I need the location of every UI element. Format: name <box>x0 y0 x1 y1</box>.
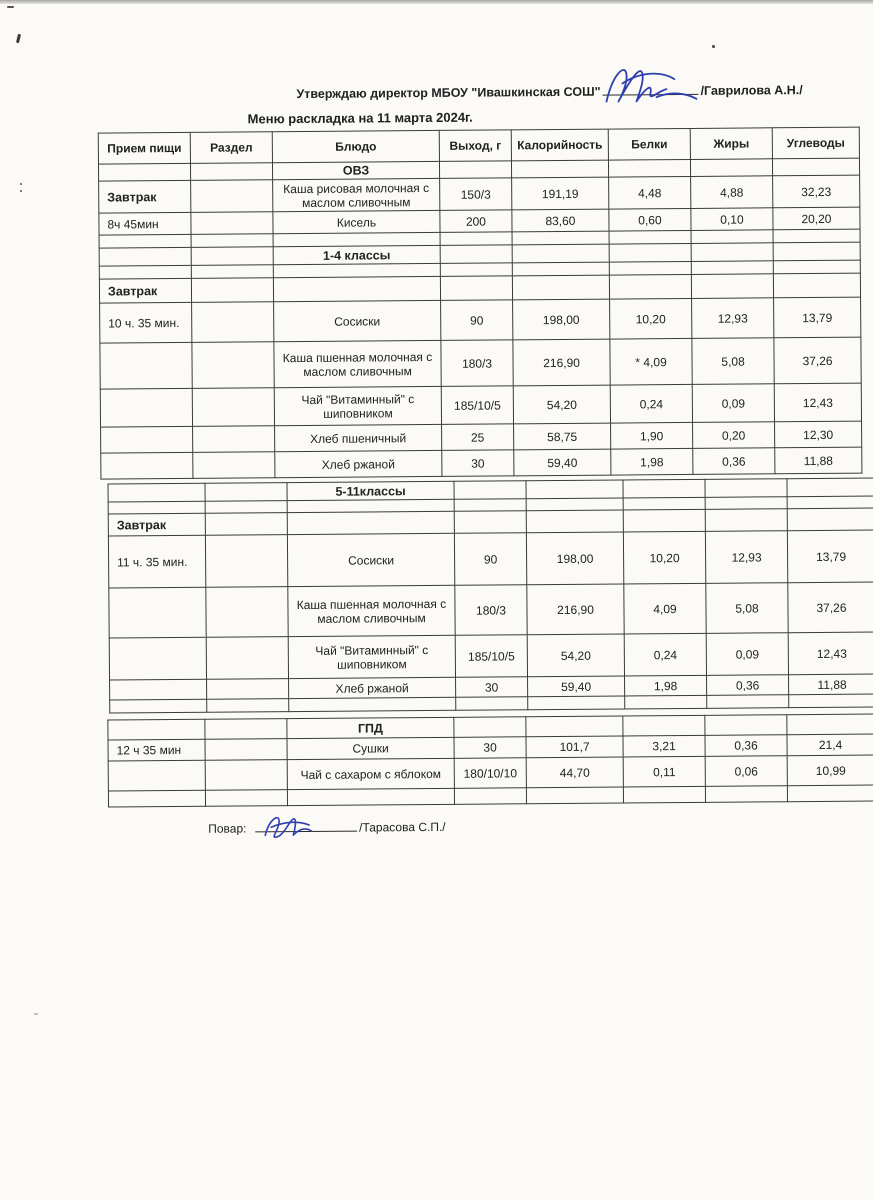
empty-cell <box>609 230 691 244</box>
table-cell: 90 <box>441 300 513 341</box>
empty-cell <box>773 273 860 298</box>
table-cell: 200 <box>440 210 512 233</box>
director-signature-icon <box>596 57 704 110</box>
table-cell: 0,10 <box>691 208 773 231</box>
empty-cell <box>101 426 193 453</box>
empty-cell <box>99 234 191 248</box>
table-cell: 12 ч 35 мин <box>108 739 205 761</box>
empty-cell <box>526 498 623 511</box>
empty-cell <box>110 699 207 713</box>
table-row <box>109 582 873 638</box>
table-cell: 59,40 <box>514 449 611 476</box>
table-cell: Завтрак <box>99 180 191 213</box>
empty-cell <box>191 180 273 213</box>
menu-table-5-11 <box>107 478 873 714</box>
empty-cell <box>787 508 873 531</box>
empty-cell <box>691 261 773 275</box>
table-cell: 54,20 <box>513 385 610 424</box>
table-cell: Сосиски <box>287 533 454 586</box>
empty-cell <box>205 719 287 740</box>
table-cell: 30 <box>454 737 526 759</box>
empty-cell <box>512 275 609 300</box>
table-cell: 0,60 <box>609 208 691 231</box>
empty-cell <box>512 262 609 276</box>
empty-cell <box>108 760 205 791</box>
table-cell: 10 ч. 35 мин. <box>100 302 192 343</box>
table-cell: Хлеб ржаной <box>289 677 456 698</box>
empty-cell <box>190 163 272 181</box>
empty-cell <box>773 229 860 243</box>
table-cell: 3,21 <box>623 735 705 757</box>
table-cell: Чай "Витаминный" с шиповником <box>288 635 455 678</box>
table-cell: Сушки <box>287 737 454 759</box>
table-cell: Каша рисовая молочная с маслом сливочным <box>273 178 440 211</box>
column-header: Белки <box>608 128 690 160</box>
table-cell: 198,00 <box>526 532 623 585</box>
table-cell: 1,98 <box>611 448 693 475</box>
table-cell: Сосиски <box>274 300 441 341</box>
table-cell: 1,98 <box>625 675 707 696</box>
table-cell: 59,40 <box>528 676 625 697</box>
table-cell: 37,26 <box>788 582 873 633</box>
table-cell: 11 ч. 35 мин. <box>108 535 205 588</box>
table-cell: 216,90 <box>513 339 610 386</box>
empty-cell <box>511 160 608 178</box>
table-cell: 198,00 <box>513 299 610 340</box>
empty-cell <box>705 786 787 803</box>
table-cell: Чай с сахаром с яблоком <box>287 758 454 789</box>
empty-cell <box>109 637 206 680</box>
empty-cell <box>454 788 526 805</box>
table-cell: 25 <box>442 424 514 451</box>
empty-cell <box>705 479 787 498</box>
empty-cell <box>609 274 691 299</box>
empty-cell <box>705 509 787 532</box>
table-cell: 11,88 <box>789 674 873 695</box>
empty-cell <box>609 261 691 275</box>
empty-cell <box>193 452 275 479</box>
column-header: Жиры <box>690 128 772 160</box>
cook-label: Повар: <box>208 821 247 836</box>
empty-cell <box>454 511 526 534</box>
empty-cell <box>526 510 623 533</box>
empty-cell <box>526 480 623 499</box>
empty-cell <box>289 697 456 711</box>
table-cell: 180/3 <box>455 585 527 636</box>
table-cell: 5-11классы <box>287 481 454 500</box>
empty-cell <box>623 786 705 803</box>
empty-cell <box>608 159 690 177</box>
empty-cell <box>205 501 287 514</box>
table-cell: 0,09 <box>692 384 774 423</box>
empty-cell <box>787 714 873 735</box>
table-cell: ГПД <box>287 717 454 738</box>
table-row <box>100 297 861 343</box>
approval-line <box>296 83 836 101</box>
empty-cell <box>691 230 773 244</box>
table-cell: Хлеб пшеничный <box>275 424 442 451</box>
empty-cell <box>108 790 205 807</box>
empty-cell <box>454 499 526 512</box>
empty-cell <box>205 513 287 536</box>
table-cell: 58,75 <box>514 423 611 450</box>
table-cell: 10,20 <box>623 531 705 584</box>
empty-cell <box>787 496 873 509</box>
empty-cell <box>207 679 289 700</box>
empty-cell <box>623 509 705 532</box>
table-cell: Завтрак <box>108 513 205 536</box>
table-cell: 180/3 <box>441 340 513 387</box>
table-cell: Чай "Витаминный" с шиповником <box>274 386 441 425</box>
cook-signature-icon <box>251 805 337 846</box>
empty-cell <box>287 511 454 534</box>
empty-cell <box>623 497 705 510</box>
table-cell: 0,36 <box>707 675 789 696</box>
empty-cell <box>205 739 287 761</box>
empty-cell <box>528 696 625 710</box>
column-header: Раздел <box>190 132 272 164</box>
table-cell: 90 <box>454 533 526 586</box>
empty-cell <box>99 265 191 279</box>
table-cell: 20,20 <box>773 207 860 230</box>
table-cell: 11,88 <box>775 447 862 474</box>
empty-cell <box>99 247 191 266</box>
empty-cell <box>192 388 274 427</box>
empty-cell <box>773 260 860 274</box>
empty-cell <box>454 717 526 738</box>
table-cell: 30 <box>442 450 514 477</box>
table-cell: 12,93 <box>705 531 787 584</box>
empty-cell <box>273 232 440 246</box>
table-cell: 12,43 <box>788 632 873 675</box>
table-cell: 13,79 <box>787 530 873 583</box>
table-cell: 0,36 <box>693 448 775 475</box>
empty-cell <box>205 483 287 502</box>
empty-cell <box>206 637 288 680</box>
empty-cell <box>98 163 190 181</box>
table-cell: 37,26 <box>774 337 861 384</box>
director-signature-line <box>603 94 699 96</box>
table-cell: 180/10/10 <box>454 758 526 789</box>
table-cell: 4,88 <box>691 176 773 209</box>
menu-table-gpd <box>107 714 873 808</box>
cook-line <box>208 820 446 836</box>
empty-cell <box>623 479 705 498</box>
column-header: Калорийность <box>511 129 608 161</box>
empty-cell <box>108 501 205 514</box>
table-cell: 30 <box>456 677 528 698</box>
empty-cell <box>205 535 287 588</box>
empty-cell <box>512 231 609 245</box>
table-cell: 216,90 <box>527 584 624 635</box>
empty-cell <box>287 788 454 805</box>
empty-cell <box>109 587 206 638</box>
table-cell: Завтрак <box>99 278 191 303</box>
empty-cell <box>440 245 512 264</box>
empty-cell <box>787 478 873 497</box>
empty-cell <box>773 242 860 261</box>
empty-cell <box>110 679 207 700</box>
empty-cell <box>456 697 528 711</box>
table-cell: 185/10/5 <box>441 386 513 425</box>
empty-cell <box>273 276 440 301</box>
table-cell: 12,43 <box>774 383 861 422</box>
empty-cell <box>100 342 192 389</box>
empty-cell <box>273 263 440 277</box>
table-cell: 32,23 <box>773 175 860 208</box>
table-cell: 5,08 <box>692 338 774 385</box>
empty-cell <box>108 719 205 740</box>
table-cell: 101,7 <box>526 736 623 758</box>
approval-text: Утверждаю директор МБОУ "Ивашкинская СОШ" <box>296 84 601 102</box>
empty-cell <box>100 388 192 427</box>
table-cell: 4,48 <box>609 176 691 209</box>
column-header: Выход, г <box>439 130 511 162</box>
table-cell: 10,99 <box>787 755 873 786</box>
table-cell: 54,20 <box>527 634 624 677</box>
table-cell: Каша пшенная молочная с маслом сливочным <box>274 340 441 387</box>
page-title: Меню раскладка на 11 марта 2024г. <box>247 109 473 127</box>
empty-cell <box>191 234 273 248</box>
table-cell: 0,09 <box>706 633 788 676</box>
table-row <box>101 447 862 479</box>
empty-cell <box>440 276 512 301</box>
empty-cell <box>440 263 512 277</box>
empty-cell <box>206 587 288 638</box>
empty-cell <box>191 265 273 279</box>
empty-cell <box>707 695 789 709</box>
column-header: Блюдо <box>272 130 439 162</box>
table-cell: 191,19 <box>512 177 609 210</box>
table-cell: 13,79 <box>774 297 861 338</box>
table-row <box>100 337 861 389</box>
empty-cell <box>101 452 193 479</box>
approval-name: /Гаврилова А.Н./ <box>700 83 803 98</box>
empty-cell <box>193 426 275 453</box>
menu-table-ovz-1-4 <box>98 127 863 480</box>
table-cell: 21,4 <box>787 734 873 756</box>
empty-cell <box>191 278 273 303</box>
table-cell: 150/3 <box>440 178 512 211</box>
table-cell: 0,11 <box>623 756 705 787</box>
empty-cell <box>691 243 773 262</box>
table-cell: 0,06 <box>705 756 787 787</box>
table-cell: 0,24 <box>624 633 706 676</box>
table-cell: 10,20 <box>610 298 692 339</box>
empty-cell <box>609 243 691 262</box>
table-row <box>109 632 873 680</box>
table-cell: ОВЗ <box>272 161 439 179</box>
table-cell: Хлеб ржаной <box>275 450 442 477</box>
table-cell: 44,70 <box>526 757 623 788</box>
table-cell: Кисель <box>273 210 440 233</box>
empty-cell <box>192 302 274 343</box>
empty-cell <box>705 497 787 510</box>
table-cell: 1-4 классы <box>273 245 440 264</box>
empty-cell <box>787 785 873 802</box>
table-cell: 5,08 <box>706 583 788 634</box>
empty-cell <box>625 695 707 709</box>
empty-cell <box>623 715 705 736</box>
table-row <box>108 530 873 588</box>
empty-cell <box>526 787 623 804</box>
empty-cell <box>205 760 287 791</box>
table-cell: * 4,09 <box>610 338 692 385</box>
table-cell: 0,24 <box>610 384 692 423</box>
tables-host <box>98 127 847 808</box>
empty-cell <box>705 715 787 736</box>
empty-cell <box>440 232 512 246</box>
table-cell: 4,09 <box>624 583 706 634</box>
table-cell: 83,60 <box>512 209 609 232</box>
empty-cell <box>207 699 289 713</box>
empty-cell <box>191 247 273 266</box>
table-cell: 1,90 <box>611 422 693 449</box>
empty-cell <box>526 716 623 737</box>
empty-cell <box>108 483 205 502</box>
empty-cell <box>192 342 274 389</box>
empty-cell <box>454 481 526 500</box>
column-header: Углеводы <box>772 127 859 159</box>
empty-cell <box>191 212 273 235</box>
table-row <box>100 383 861 427</box>
table-cell: 185/10/5 <box>455 635 527 678</box>
table-cell: Каша пшенная молочная с маслом сливочным <box>288 585 455 636</box>
empty-cell <box>690 159 772 177</box>
table-cell: 12,93 <box>692 298 774 339</box>
table-cell: 12,30 <box>775 421 862 448</box>
empty-cell <box>772 158 859 176</box>
empty-cell <box>789 694 873 708</box>
cook-signature-line <box>255 831 357 833</box>
column-header: Прием пищи <box>98 132 190 164</box>
table-cell: 0,36 <box>705 735 787 757</box>
empty-cell <box>439 161 511 179</box>
table-cell: 0,20 <box>693 422 775 449</box>
empty-cell <box>691 274 773 299</box>
table-cell: 8ч 45мин <box>99 212 191 235</box>
cook-name: /Тарасова С.П./ <box>359 819 446 835</box>
empty-cell <box>512 244 609 263</box>
empty-cell <box>205 790 287 807</box>
